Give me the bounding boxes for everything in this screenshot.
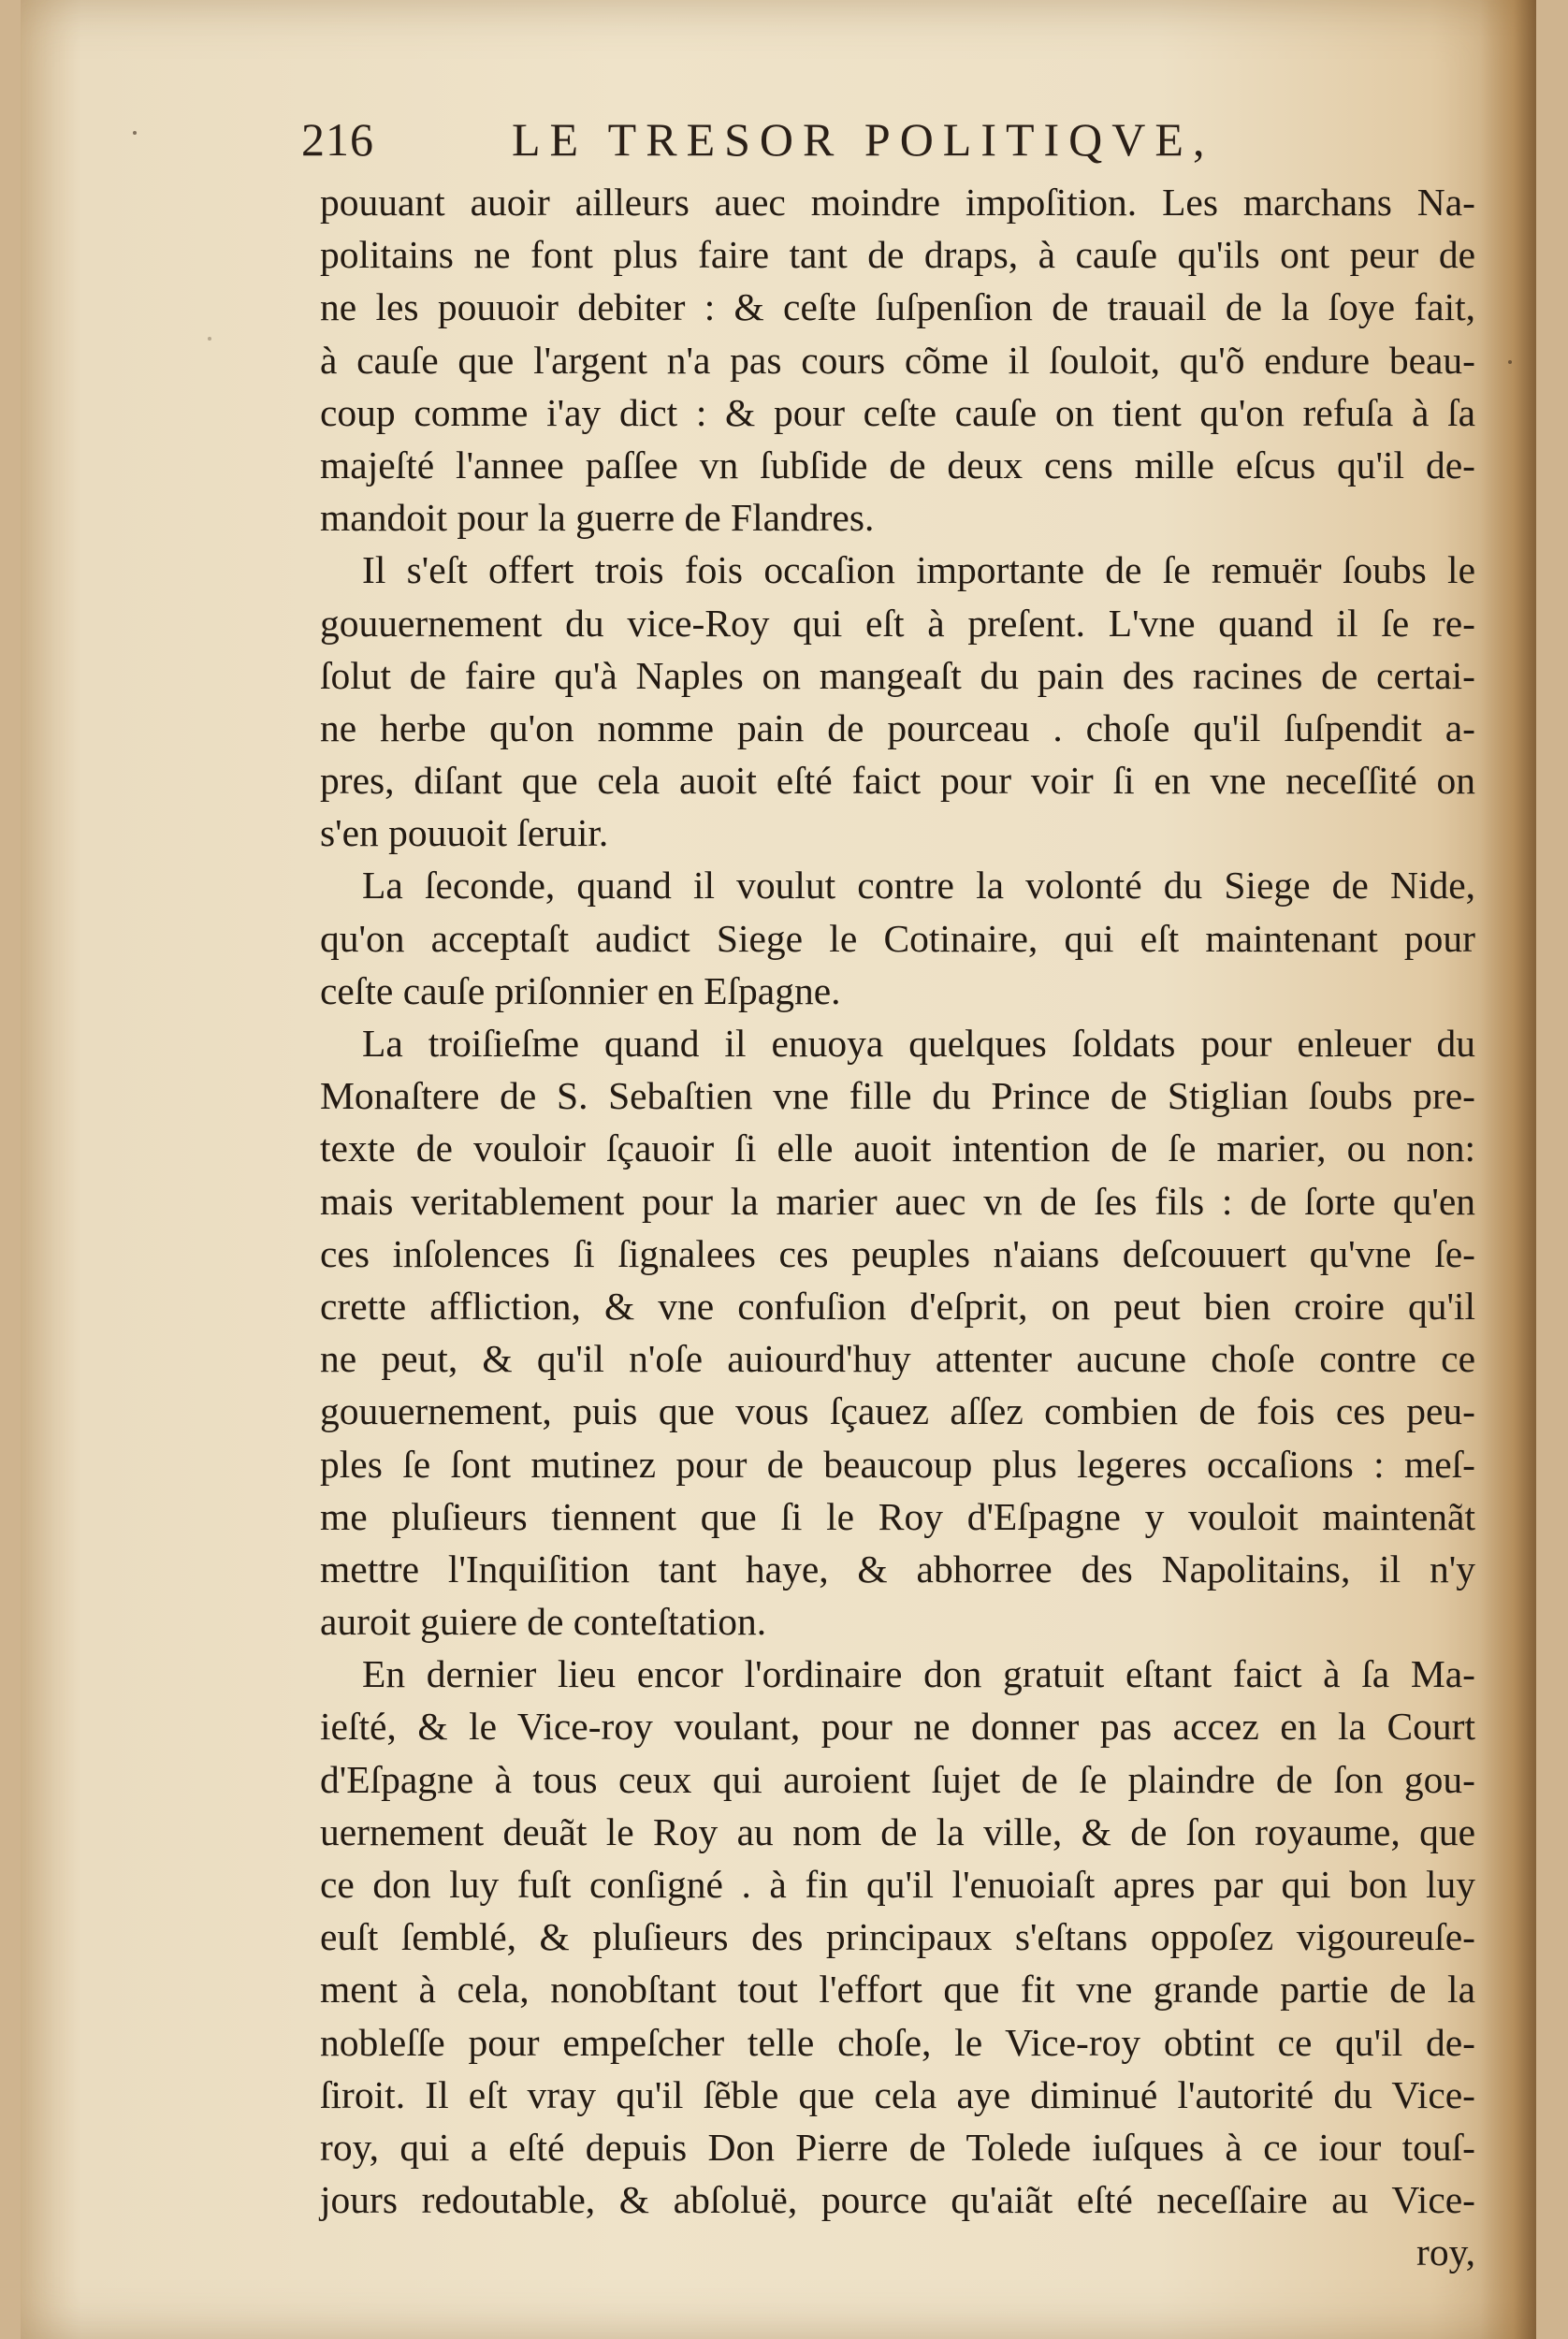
text-line: roy, qui a eſté depuis Don Pierre de Tolede iuſques à ce iour touſ- [320,2125,1475,2169]
text-line: coup comme i'ay dict : & pour ceſte cauſe on tient qu'on refuſa à ſa [320,390,1475,434]
page-number: 216 [301,113,374,166]
text-line: ce don luy fuſt conſigné . à fin qu'il l'enuoiaſt apres par qui bon luy [320,1863,1475,1906]
catchword: roy, [1416,2230,1475,2274]
text-line: Il s'eſt offert trois fois occaſion importante de ſe remuër ſoubs le [362,548,1475,592]
text-line: mais veritablement pour la marier auec vn de ſes fils : de ſorte qu'en [320,1179,1475,1223]
text-line: euſt ſemblé, & pluſieurs des principaux s'eſtans oppoſez vigoureuſe- [320,1915,1475,1959]
text-line: politains ne font plus faire tant de draps, à cauſe qu'ils ont peur de [320,233,1475,277]
text-line: pouuant auoir ailleurs auec moindre impoſition. Les marchans Na- [320,181,1475,224]
text-line: ne herbe qu'on nomme pain de pourceau . choſe qu'il ſuſpendit a- [320,705,1475,749]
text-line: gouuernement, puis que vous ſçauez aſſez combien de fois ces peu- [320,1389,1475,1433]
gutter-shadow [1480,0,1536,2339]
text-line: majeſté l'annee paſſee vn ſubſide de deux cens mille eſcus qu'il de- [320,443,1475,487]
page-header [301,112,1330,178]
text-line: texte de vouloir ſçauoir ſi elle auoit intention de ſe marier, ou non: [320,1126,1475,1170]
text-line: ces inſolences ſi ſignalees ces peuples n'aians deſcouuert qu'vne ſe- [320,1231,1475,1275]
text-line: nobleſſe pour empeſcher telle choſe, le Vice-roy obtint ce qu'il de- [320,2020,1475,2064]
text-line: auroit guiere de conteſtation. [320,1600,767,1644]
text-line: En dernier lieu encor l'ordinaire don gratuit eſtant faict à ſa Ma- [362,1652,1475,1696]
text-line: ceſte cauſe priſonnier en Eſpagne. [320,968,841,1012]
text-line: à cauſe que l'argent n'a pas cours cõme il ſouloit, qu'õ endure beau- [320,338,1475,382]
paper-speck [1508,360,1512,364]
running-title: LE TRESOR POLITIQVE, [512,113,1214,166]
text-line: mettre l'Inquiſition tant haye, & abhorree des Napolitains, il n'y [320,1547,1475,1591]
text-line: gouuernement du vice-Roy qui eſt à preſent. L'vne quand il ſe re- [320,601,1475,645]
text-line: ſiroit. Il eſt vray qu'il ſẽble que cela aye diminué l'autorité du Vice- [320,2072,1475,2116]
text-line: Monaſtere de S. Sebaſtien vne fille du Prince de Stiglian ſoubs pre- [320,1074,1475,1118]
text-line: crette affliction, & vne confuſion d'eſprit, on peut bien croire qu'il [320,1284,1475,1328]
paper-speck [208,337,211,341]
text-line: ieſté, & le Vice-roy voulant, pour ne donner pas accez en la Court [320,1705,1475,1749]
text-line: La troiſieſme quand il enuoya quelques ſoldats pour enleuer du [362,1022,1475,1065]
text-line: ment à cela, nonobſtant tout l'effort que fit vne grande partie de la [320,1968,1475,2012]
text-line: d'Eſpagne à tous ceux qui auroient ſujet de ſe plaindre de ſon gou- [320,1757,1475,1801]
text-line: mandoit pour la guerre de Flandres. [320,496,875,540]
text-line: pres, diſant que cela auoit eſté faict pour voir ſi en vne neceſſité on [320,759,1475,803]
text-line: ſolut de faire qu'à Naples on mangeaſt du pain des racines de certai- [320,653,1475,697]
text-line: La ſeconde, quand il voulut contre la volonté du Siege de Nide, [362,864,1475,908]
book-page [21,0,1536,2339]
text-line: ples ſe ſont mutinez pour de beaucoup plus legeres occaſions : meſ- [320,1442,1475,1486]
text-line: uernement deuãt le Roy au nom de la ville, & de ſon royaume, que [320,1809,1475,1853]
text-line: jours redoutable, & abſoluë, pource qu'aiãt eſté neceſſaire au Vice- [320,2178,1475,2222]
text-line: ne peut, & qu'il n'oſe auiourd'huy attenter aucune choſe contre ce [320,1337,1475,1381]
paper-speck [133,131,137,135]
text-line: s'en pouuoit ſeruir. [320,811,609,855]
text-line: qu'on acceptaſt audict Siege le Cotinaire, qui eſt maintenant pour [320,916,1475,960]
body-text [320,176,1475,2279]
text-line: me pluſieurs tiennent que ſi le Roy d'Eſpagne y vouloit maintenãt [320,1494,1475,1538]
text-line: ne les pouuoir debiter : & ceſte ſuſpenſion de trauail de la ſoye fait, [320,285,1475,329]
